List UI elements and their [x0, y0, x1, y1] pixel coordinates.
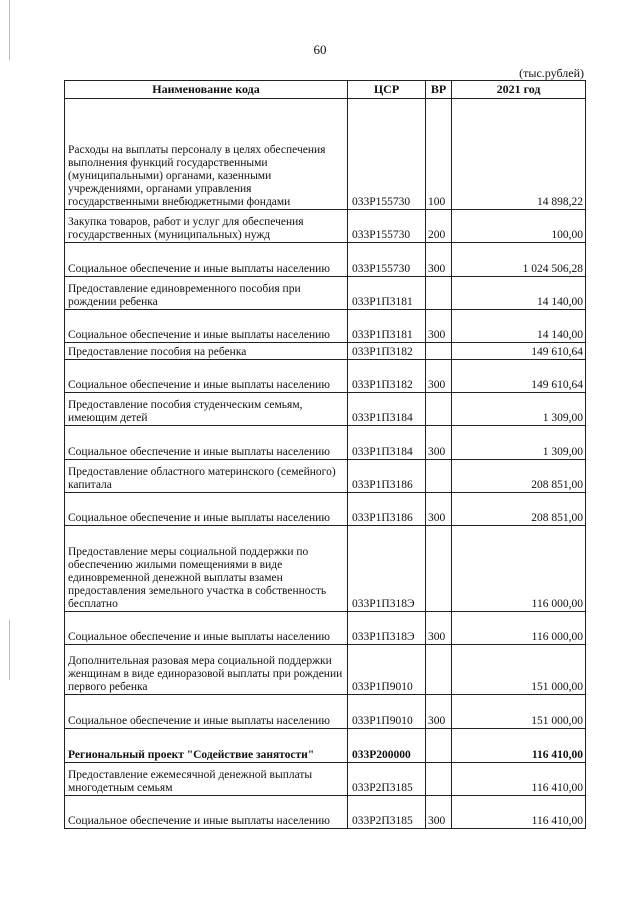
table-row	[65, 310, 586, 343]
row-amount: 151 000,00	[452, 695, 586, 729]
table-row	[65, 526, 586, 612]
row-name: Социальное обеспечение и иные выплаты населению	[65, 493, 348, 526]
row-name: Социальное обеспечение и иные выплаты населению	[65, 360, 348, 393]
table-row	[65, 493, 586, 526]
row-amount: 116 000,00	[452, 526, 586, 612]
row-name: Социальное обеспечение и иные выплаты населению	[65, 310, 348, 343]
row-name: Предоставление пособия студенческим семьям, имеющим детей	[65, 393, 348, 426]
table-row	[65, 99, 586, 210]
row-csr: 033Р1П3181	[348, 277, 426, 310]
row-amount: 14 898,22	[452, 99, 586, 210]
row-amount: 1 309,00	[452, 426, 586, 460]
header-year: 2021 год	[452, 81, 586, 99]
row-vr: 300	[426, 796, 452, 829]
row-vr	[426, 729, 452, 763]
margin-mark	[9, 620, 10, 680]
row-amount: 151 000,00	[452, 645, 586, 695]
row-name: Социальное обеспечение и иные выплаты населению	[65, 695, 348, 729]
row-name: Социальное обеспечение и иные выплаты населению	[65, 426, 348, 460]
row-amount: 208 851,00	[452, 460, 586, 493]
row-name: Предоставление единовременного пособия при рождении ребенка	[65, 277, 348, 310]
row-csr: 033Р1П3184	[348, 426, 426, 460]
row-amount: 1 024 506,28	[452, 243, 586, 277]
row-csr: 033Р155730	[348, 243, 426, 277]
row-name: Расходы на выплаты персоналу в целях обеспечения выполнения функций государственными (муниципальными) органами, казенными учреждениями, органами управления государственными внебюджетными фондами	[65, 99, 348, 210]
margin-mark	[9, 0, 10, 60]
row-vr: 300	[426, 426, 452, 460]
row-amount: 116 000,00	[452, 612, 586, 645]
header-csr: ЦСР	[348, 81, 426, 99]
row-vr: 300	[426, 310, 452, 343]
row-vr	[426, 763, 452, 796]
row-vr	[426, 393, 452, 426]
row-amount: 1 309,00	[452, 393, 586, 426]
row-csr: 033Р2П3185	[348, 796, 426, 829]
table-row	[65, 796, 586, 829]
table-row	[65, 393, 586, 426]
table-row	[65, 612, 586, 645]
table-row	[65, 645, 586, 695]
row-vr: 300	[426, 695, 452, 729]
table-row	[65, 763, 586, 796]
row-csr: 033Р1П9010	[348, 645, 426, 695]
row-amount: 208 851,00	[452, 493, 586, 526]
budget-table	[64, 80, 586, 829]
table-row	[65, 343, 586, 360]
table-row	[65, 426, 586, 460]
row-csr: 033Р1П3184	[348, 393, 426, 426]
row-name: Закупка товаров, работ и услуг для обеспечения государственных (муниципальных) нужд	[65, 210, 348, 243]
row-vr: 300	[426, 493, 452, 526]
row-name: Социальное обеспечение и иные выплаты населению	[65, 243, 348, 277]
row-vr	[426, 526, 452, 612]
row-vr: 200	[426, 210, 452, 243]
row-csr: 033Р1П3186	[348, 493, 426, 526]
table-row	[65, 729, 586, 763]
table-header	[65, 81, 586, 99]
row-amount: 149 610,64	[452, 343, 586, 360]
row-csr: 033Р2П3185	[348, 763, 426, 796]
row-vr: 300	[426, 360, 452, 393]
row-amount: 116 410,00	[452, 763, 586, 796]
row-csr: 033Р200000	[348, 729, 426, 763]
row-csr: 033Р1П3186	[348, 460, 426, 493]
header-name: Наименование кода	[65, 81, 348, 99]
row-vr	[426, 343, 452, 360]
row-csr: 033Р1П3182	[348, 343, 426, 360]
row-vr	[426, 277, 452, 310]
row-csr: 033Р1П9010	[348, 695, 426, 729]
table-row	[65, 460, 586, 493]
row-name: Социальное обеспечение и иные выплаты населению	[65, 612, 348, 645]
row-vr: 100	[426, 99, 452, 210]
row-amount: 14 140,00	[452, 310, 586, 343]
table-row	[65, 210, 586, 243]
row-name: Социальное обеспечение и иные выплаты населению	[65, 796, 348, 829]
row-csr: 033Р1П318Э	[348, 526, 426, 612]
row-name: Региональный проект "Содействие занятости"	[65, 729, 348, 763]
row-vr: 300	[426, 612, 452, 645]
row-amount: 100,00	[452, 210, 586, 243]
table-body	[65, 99, 586, 829]
table-row	[65, 695, 586, 729]
table-row	[65, 277, 586, 310]
row-amount: 14 140,00	[452, 277, 586, 310]
row-vr	[426, 645, 452, 695]
row-name: Предоставление областного материнского (семейного) капитала	[65, 460, 348, 493]
row-vr: 300	[426, 243, 452, 277]
row-csr: 033Р1П318Э	[348, 612, 426, 645]
row-amount: 116 410,00	[452, 796, 586, 829]
row-name: Предоставление меры социальной поддержки по обеспечению жилыми помещениями в виде единовременной денежной выплаты взамен предоставления земельного участка в собственность бесплатно	[65, 526, 348, 612]
row-csr: 033Р155730	[348, 99, 426, 210]
row-csr: 033Р1П3182	[348, 360, 426, 393]
row-vr	[426, 460, 452, 493]
row-name: Предоставление ежемесячной денежной выплаты многодетным семьям	[65, 763, 348, 796]
row-name: Предоставление пособия на ребенка	[65, 343, 348, 360]
row-name: Дополнительная разовая мера социальной поддержки женщинам в виде единоразовой выплаты при рождении первого ребенка	[65, 645, 348, 695]
table-row	[65, 360, 586, 393]
page-number: 60	[313, 42, 327, 57]
row-csr: 033Р1П3181	[348, 310, 426, 343]
table-row	[65, 243, 586, 277]
header-vr: ВР	[426, 81, 452, 99]
row-csr: 033Р155730	[348, 210, 426, 243]
units-label: (тыс.рублей)	[519, 66, 584, 80]
row-amount: 149 610,64	[452, 360, 586, 393]
row-amount: 116 410,00	[452, 729, 586, 763]
